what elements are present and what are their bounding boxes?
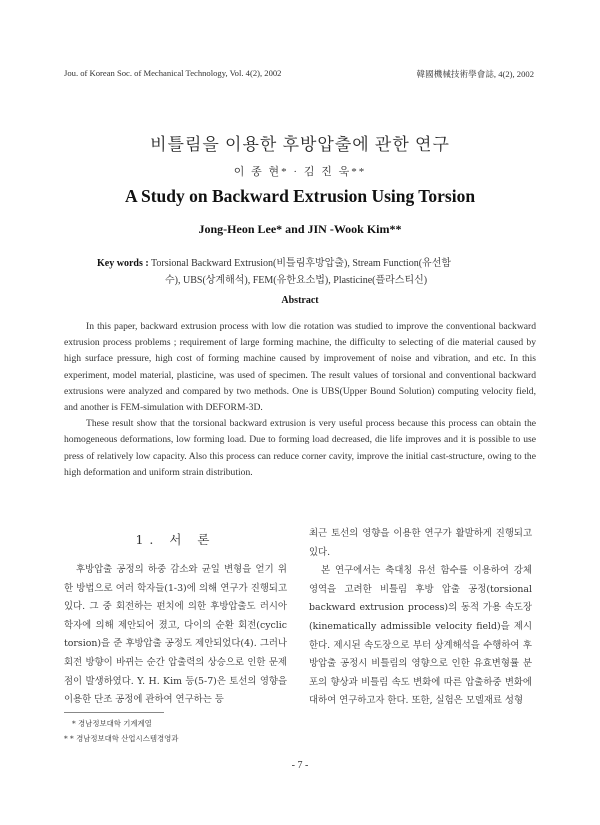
footnote-divider <box>64 712 164 713</box>
intro-paragraph-1: 후방압출 공정의 하중 감소와 균일 변형을 얻기 위한 방법으로 여러 학자들(1-3)에 의해 연구가 진행되고 있다. 그 중 회전하는 펀치에 의한 후방압출도 러시아 학자에 의해 제안되어 졌고, 다이의 순환 회전(cyclic torsion)을 준 후방압출 공정도 제안되었다(4). 그러나 회전 방향이 바뀌는 순간 압출력의 상승으로 인한 문제점이 발생하였다. Y. H. Kim 등(5-7)은 토선의 영향을 이용한 단조 공정에 관하여 연구하는 등 <box>64 564 287 706</box>
keywords <box>97 255 537 289</box>
abstract-body <box>64 319 536 481</box>
keywords-line-2: 수), UBS(상계해석), FEM(유한요소법), Plasticine(플라스티신) <box>165 275 428 286</box>
journal-header-ko: 韓國機械技術學會誌, 4(2), 2002 <box>416 69 534 79</box>
intro-paragraph-2: 본 연구에서는 축대칭 유선 함수를 이용하여 강체 영역을 고려한 비틀림 후방 압출 공정(torsional backward extrusion process)의 동적 가용 속도장(kinematically admissible velocity field)을 제시한다. 제시된 속도장으로 부터 상계해석을 수행하여 후방압출 공정시 비틀림의 영향으로 인한 유효변형률 분포의 향상과 비틀림 속도 변화에 따른 압출하중 변화에 대하여 연구하고자 한다. 또한, 실험은 모델재료 성형 <box>309 565 532 707</box>
body-column-right <box>309 525 532 711</box>
intro-paragraph-1-continued: 최근 토선의 영향을 이용한 연구가 활발하게 진행되고 있다. <box>309 528 532 558</box>
footnote-affiliation-2: * * 경남정보대학 산업시스템경영과 <box>64 734 179 743</box>
abstract-paragraph-2: These result show that the torsional backward extrusion is very useful process because this process can obtain the homogeneous deformations, low forming load. Due to forming load decreased, die life improves and it is possible to use press of relatively low capacity. Also this process can reduce corner cavity, improve the initial cast-structure, owing to the high deformation and uniform strain distribution. <box>64 418 536 478</box>
abstract-paragraph-1: In this paper, backward extrusion process with low die rotation was studied to improve the conventional backward extrusion process problems ; requirement of large forming machine, the difficulty to selecting of die material caused by high surface pressure, high cost of forming machine caused by improvement of noise and vibration, and etc. In this experiment, model material, plasticine, was used of specimen. The result values of torsional and conventional backward extrusions were analyzed and compared by two methods. One is UBS(Upper Bound Solution) computing velocity field, and another is FEM-simulation with DEFORM-3D. <box>64 321 536 414</box>
page-number: - 7 - <box>291 760 309 771</box>
body-column-left <box>64 525 287 710</box>
journal-header-en: Jou. of Korean Soc. of Mechanical Technology, Vol. 4(2), 2002 <box>64 68 282 78</box>
paper-title-english: A Study on Backward Extrusion Using Torsion <box>124 186 476 206</box>
keywords-line-1: Torsional Backward Extrusion(비틀림후방압출), Stream Function(유선함 <box>151 258 452 269</box>
authors-korean: 이 종 현* · 김 진 욱** <box>233 166 367 178</box>
section-heading-introduction: 1. 서 론 <box>135 532 216 547</box>
footnote-affiliation-1: * 경남정보대학 기계계열 <box>72 719 152 728</box>
keywords-label: Key words : <box>97 258 149 269</box>
abstract-heading: Abstract <box>281 295 319 306</box>
paper-title-korean: 비틀림을 이용한 후방압출에 관한 연구 <box>150 135 450 154</box>
authors-english: Jong-Heon Lee* and JIN -Wook Kim** <box>198 222 402 236</box>
